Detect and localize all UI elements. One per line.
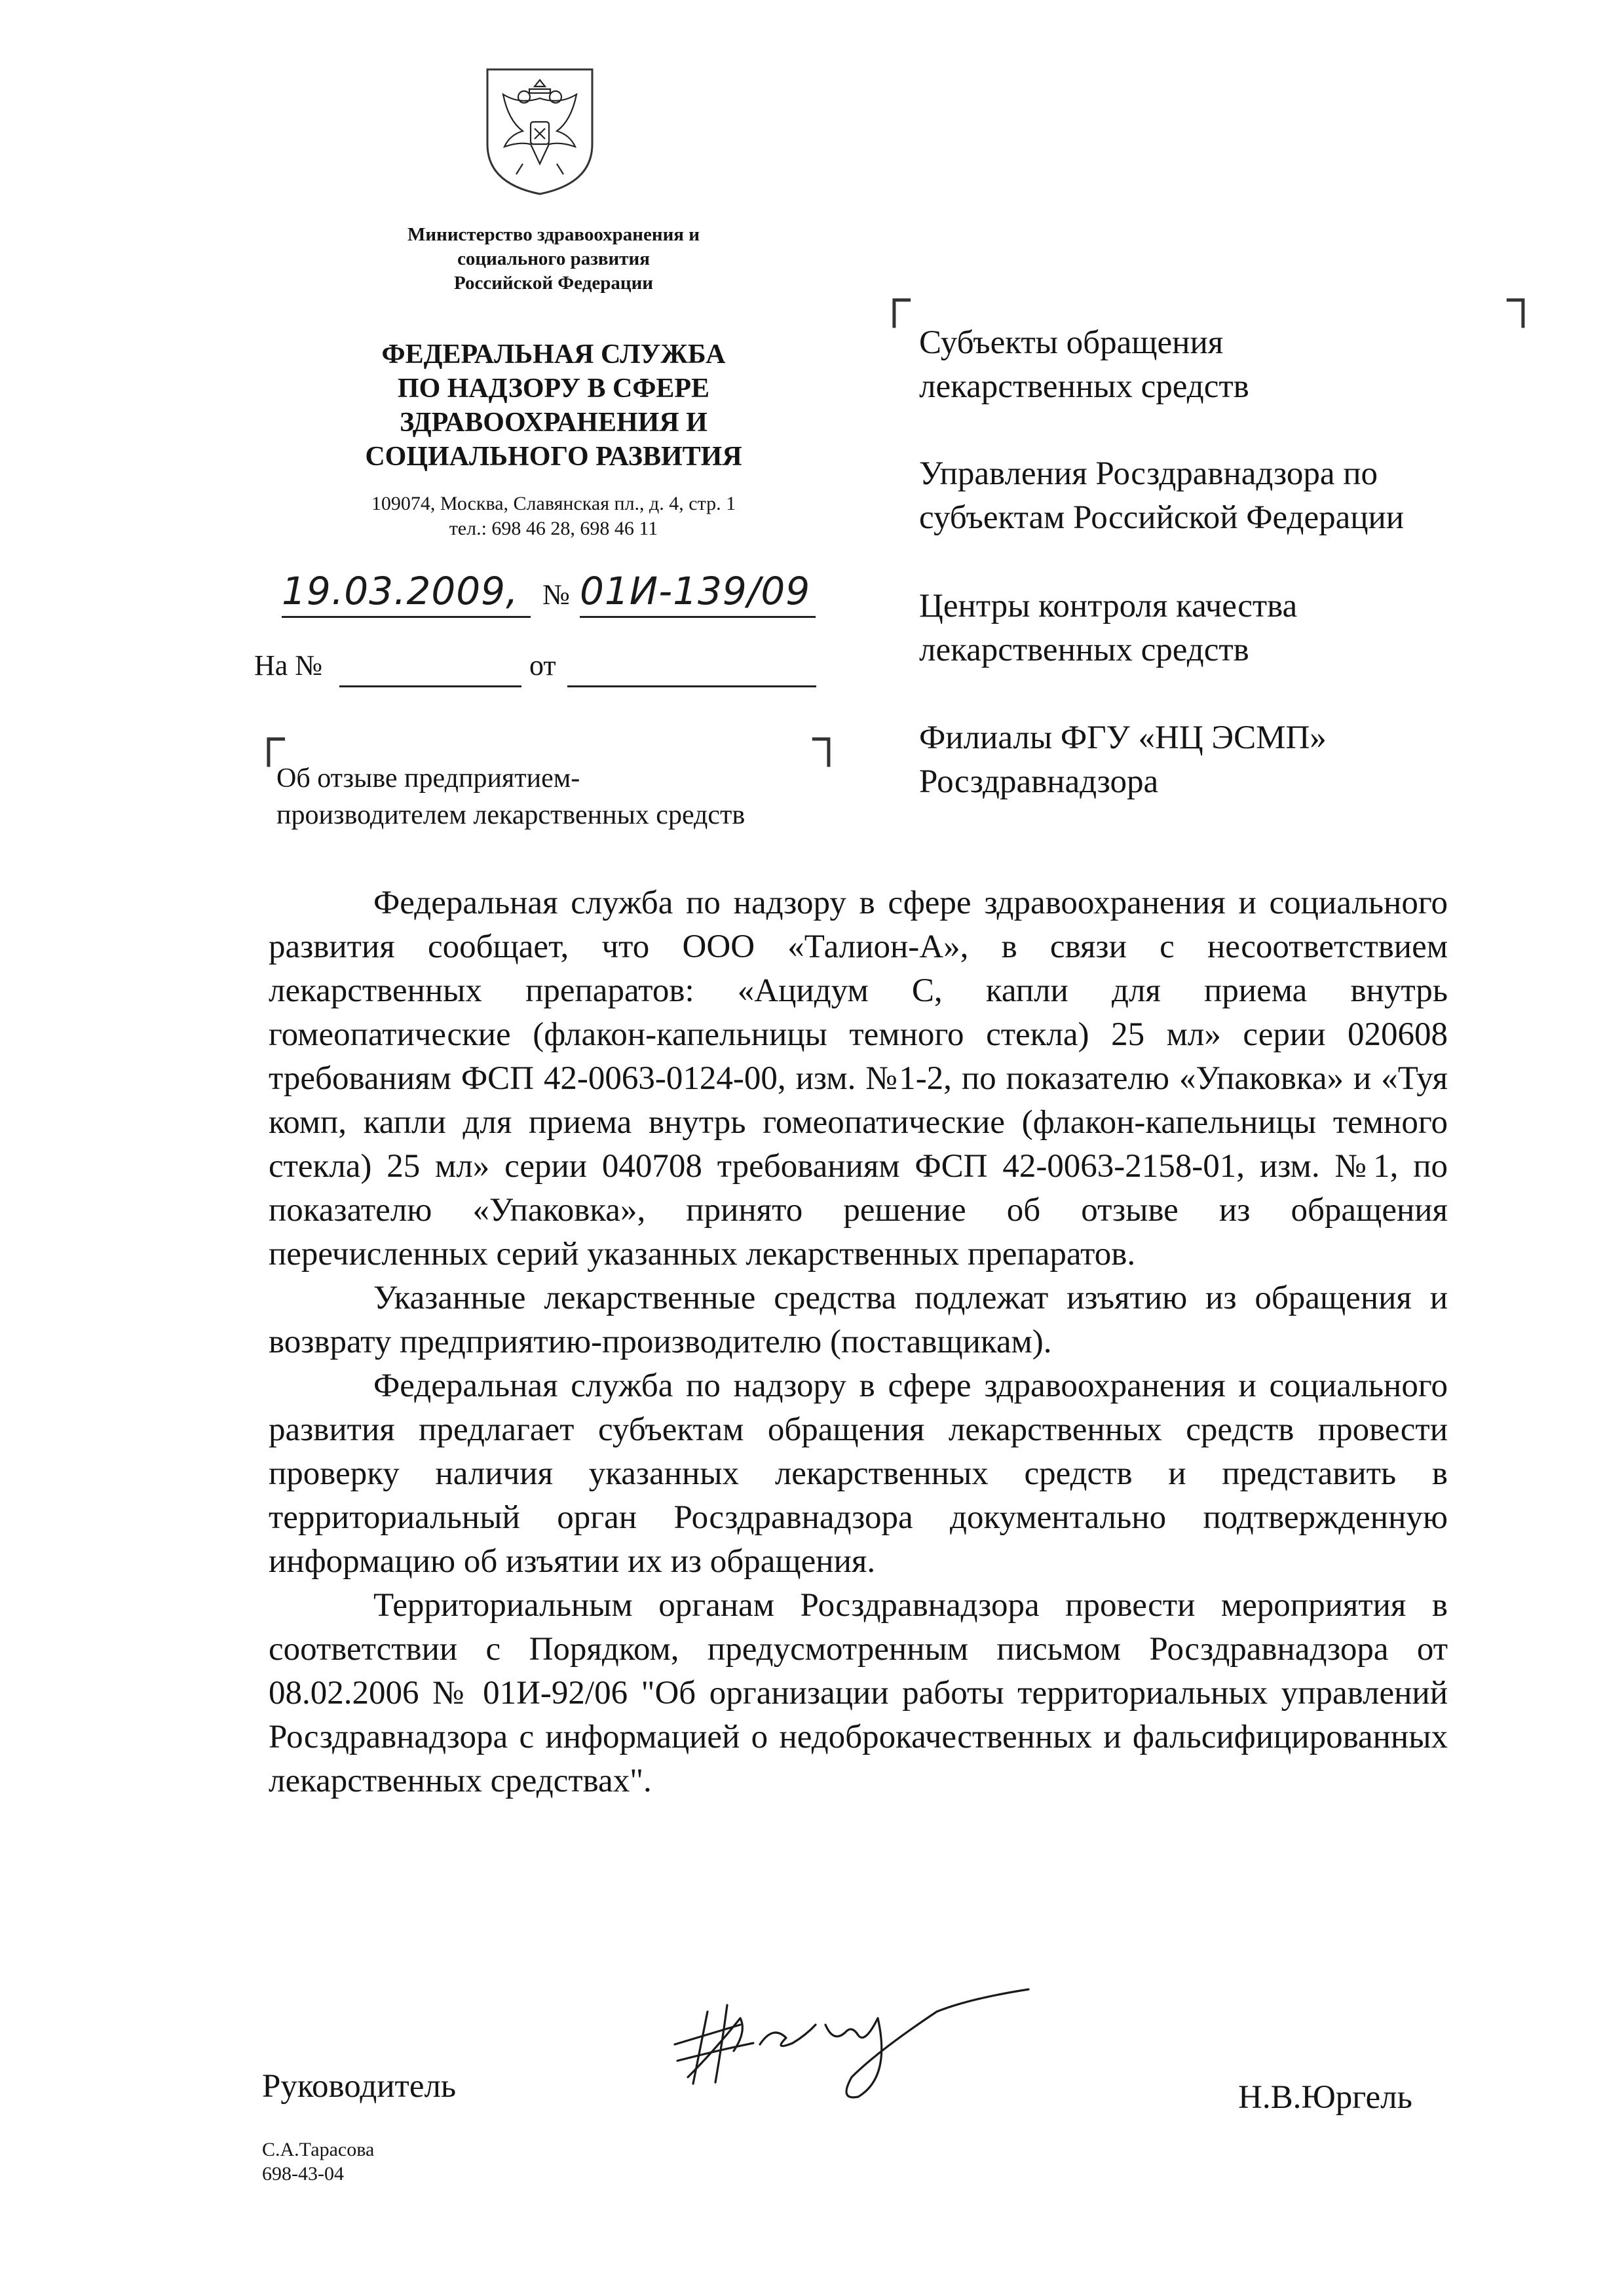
reference-from-label: от — [529, 649, 556, 681]
reference-number-line — [339, 685, 521, 687]
date-underline — [282, 616, 531, 618]
addressee-2: Управления Росздравнадзора по субъектам Российской Федерации — [919, 455, 1405, 536]
letter-subject: Об отзыве предприятием- производителем лекарственных средств — [276, 763, 746, 830]
service-name: ФЕДЕРАЛЬНАЯ СЛУЖБА ПО НАДЗОРУ В СФЕРЕ ЗДРАВООХРАНЕНИЯ И СОЦИАЛЬНОГО РАЗВИТИЯ — [365, 339, 742, 472]
handwritten-signature-icon — [662, 1972, 1055, 2103]
body-paragraph-1: Федеральная служба по надзору в сфере здравоохранения и социального развития сообщает, что ООО «Талион-А», в связи с несоответствием лекарственных препаратов: «Ацидум С, капли для приема внутрь гомеопатические (флакон-капельницы темного стекла) 25 мл» серии 020608 требованиям ФСП 42-0063-0124-00, изм. №1-2, по показателю «Упаковка» и «Туя комп, капли для приема внутрь гомеопатические (флакон-капельницы темного стекла) 25 мл» серии 040708 требованиям ФСП 42-0063-2158-01, изм. №1, по показателю «Упаковка», принято решение об отзыве из обращения перечисленных серий указанных лекарственных препаратов. — [269, 885, 1448, 1272]
executor-info — [262, 2137, 374, 2186]
body-paragraph-3: Федеральная служба по надзору в сфере здравоохранения и социального развития предлагает субъектам обращения лекарственных средств провести проверку наличия указанных лекарственных средств и представить в территориальный орган Росздравнадзора документально подтвержденную информацию об изъятии их из обращения. — [269, 1368, 1448, 1580]
addressee-4: Филиалы ФГУ «НЦ ЭСМП» Росздравнадзора — [919, 719, 1327, 800]
subject-bracket-left: ┌ — [252, 710, 285, 764]
signer-role: Руководитель — [262, 2068, 457, 2105]
reference-number-label: На № — [254, 649, 323, 681]
addressee-1: Субъекты обращения лекарственных средств — [919, 324, 1249, 405]
number-underline — [580, 616, 816, 618]
body-paragraph-4: Территориальным органам Росздравнадзора провести мероприятия в соответствии с Порядком, предусмотренным письмом Росздравнадзора от 08.02.2006 № 01И-92/06 "Об организации работы территориальных управлений Росздравнадзора с информацией о недоброкачественных и фальсифицированных лекарственных средствах". — [269, 1587, 1448, 1799]
letter-body — [269, 881, 1448, 1803]
addressee-3: Центры контроля качества лекарственных средств — [919, 588, 1298, 668]
registration-number-label: № — [542, 579, 570, 611]
registration-date: 19.03.2009, — [282, 569, 519, 613]
service-address: 109074, Москва, Славянская пл., д. 4, стр. 1 тел.: 698 46 28, 698 46 11 — [371, 493, 736, 539]
registration-number: 01И-139/09 — [580, 569, 811, 613]
reference-row — [254, 649, 322, 682]
addressee-bracket-right: ┐ — [1507, 271, 1539, 325]
executor-name: С.А.Тарасова — [262, 2139, 375, 2160]
state-emblem-icon — [483, 66, 596, 197]
ministry-name: Министерство здравоохранения и социального развития Российской Федерации — [407, 224, 700, 294]
signer-name: Н.В.Юргель — [1238, 2079, 1412, 2116]
addressee-bracket-left: ┌ — [878, 271, 911, 325]
executor-phone: 698-43-04 — [262, 2163, 344, 2185]
body-paragraph-2: Указанные лекарственные средства подлежат изъятию из обращения и возврату предприятию-производителю (поставщикам). — [269, 1280, 1448, 1360]
reference-date-line — [567, 685, 816, 687]
subject-bracket-right: ┐ — [812, 710, 845, 764]
